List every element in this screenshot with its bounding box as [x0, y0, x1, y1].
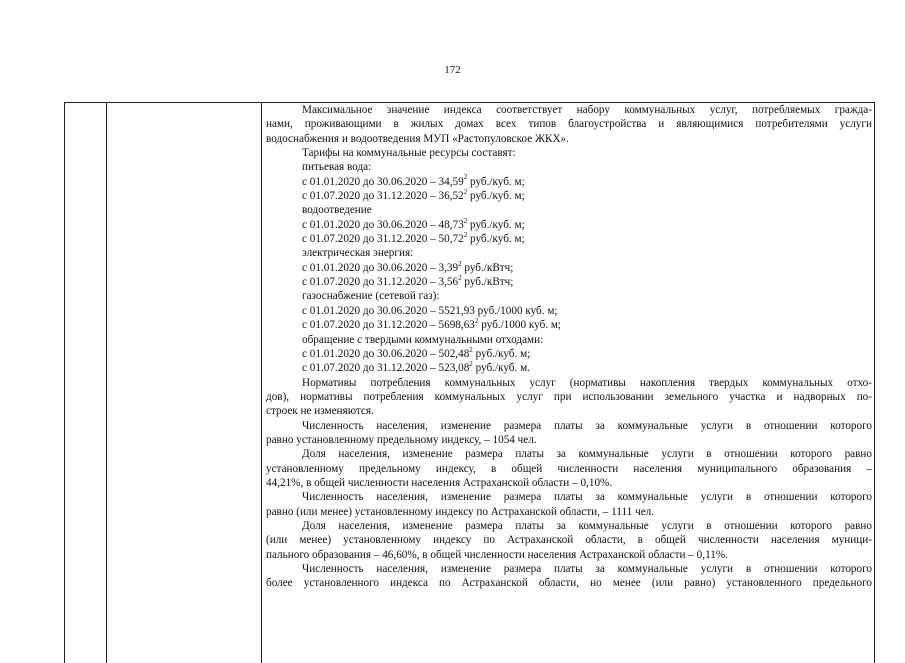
- column-divider-2: [261, 103, 262, 663]
- tariff-line: с 01.07.2020 до 31.12.2020 – 3,56$^2$ руб./кВтч;: [302, 273, 514, 289]
- gas-title: газоснабжение (сетевой газ):: [302, 290, 440, 303]
- text-line: Численность населения, изменение размера платы за коммунальные услуги в отношении которого: [302, 491, 872, 504]
- tariff-line: с 01.07.2020 до 31.12.2020 – 5698,63$^2$ руб./1000 куб. м;: [302, 316, 562, 332]
- tariff-line: с 01.01.2020 до 30.06.2020 – 3,39$^2$ руб./кВтч;: [302, 259, 514, 274]
- elec-title: электрическая энергия:: [302, 247, 414, 260]
- text-line: Доля населения, изменение размера платы за коммунальные услуги в отношении которого равно: [302, 519, 872, 532]
- text-line: Максимальное значение индекса соответствует набору коммунальных услуг, потребляемых гражда-: [302, 104, 872, 116]
- text-line: (или менее) установленному индексу по Астраханской области, в общей численности населения муници-: [266, 534, 872, 547]
- text-line: Доля населения, изменение размера платы за коммунальные услуги в отношении которого равно: [302, 448, 872, 461]
- text-line: Численность населения, изменение размера платы за коммунальные услуги в отношении которого: [302, 419, 872, 432]
- text-line: более установленного индекса по Астраханской области, но менее (или равно) установленного предельного: [266, 577, 872, 590]
- text-line: строек не изменяются.: [266, 405, 374, 418]
- text-line: равно (или менее) установленному индексу по Астраханской области, – 1111 чел.: [266, 505, 655, 518]
- water-title: питьевая вода:: [302, 161, 372, 174]
- page-number: 172: [444, 64, 461, 76]
- text-line: пального образования – 46,60%, в общей численности населения Астраханской области – 0,11%.: [266, 548, 728, 561]
- tariff-line: с 01.07.2020 до 31.12.2020 – 50,72$^2$ руб./куб. м;: [302, 230, 525, 246]
- tariffs-intro: Тарифы на коммунальные ресурсы составят:: [302, 147, 516, 160]
- tariff-line: с 01.01.2020 до 30.06.2020 – 502,48$^2$ руб./куб. м;: [302, 345, 531, 360]
- document-table: [64, 102, 875, 663]
- tariff-line: с 01.07.2020 до 31.12.2020 – 36,52$^2$ руб./куб. м;: [302, 187, 525, 203]
- text-line: Численность населения, изменение размера платы за коммунальные услуги в отношении которого: [302, 563, 872, 575]
- text-line: Нормативы потребления коммунальных услуг (нормативы накопления твердых коммунальных отхо-: [302, 376, 872, 389]
- tariff-line: с 01.07.2020 до 31.12.2020 – 523,08$^2$ руб./куб. м.: [302, 359, 530, 375]
- drain-title: водоотведение: [302, 204, 372, 217]
- tariff-line: с 01.01.2020 до 30.06.2020 – 5521,93 руб./1000 куб. м;: [302, 304, 558, 317]
- column-divider-1: [106, 103, 107, 663]
- table-cell-text: [266, 103, 872, 591]
- text-line: водоснабжения и водоотведения МУП «Растопуловское ЖКХ».: [266, 132, 569, 145]
- text-line: дов), нормативы потребления коммунальных услуг при использовании земельного участка и надворных по-: [266, 390, 872, 403]
- text-line: равно установленному предельному индексу, – 1054 чел.: [266, 433, 537, 446]
- text-line: установленному предельному индексу, в общей численности населения муниципального образования –: [266, 462, 872, 475]
- tariff-line: с 01.01.2020 до 30.06.2020 – 34,59$^2$ руб./куб. м;: [302, 173, 525, 188]
- text-line: 44,21%, в общей численности населения Астраханской области – 0,10%.: [266, 476, 613, 489]
- text-line: нами, проживающими в жилых домах всех типов благоустройства и являющимися потребителями услуги: [266, 118, 872, 131]
- tariff-line: с 01.01.2020 до 30.06.2020 – 48,73$^2$ руб./куб. м;: [302, 216, 525, 231]
- waste-title: обращение с твердыми коммунальными отходами:: [302, 333, 544, 346]
